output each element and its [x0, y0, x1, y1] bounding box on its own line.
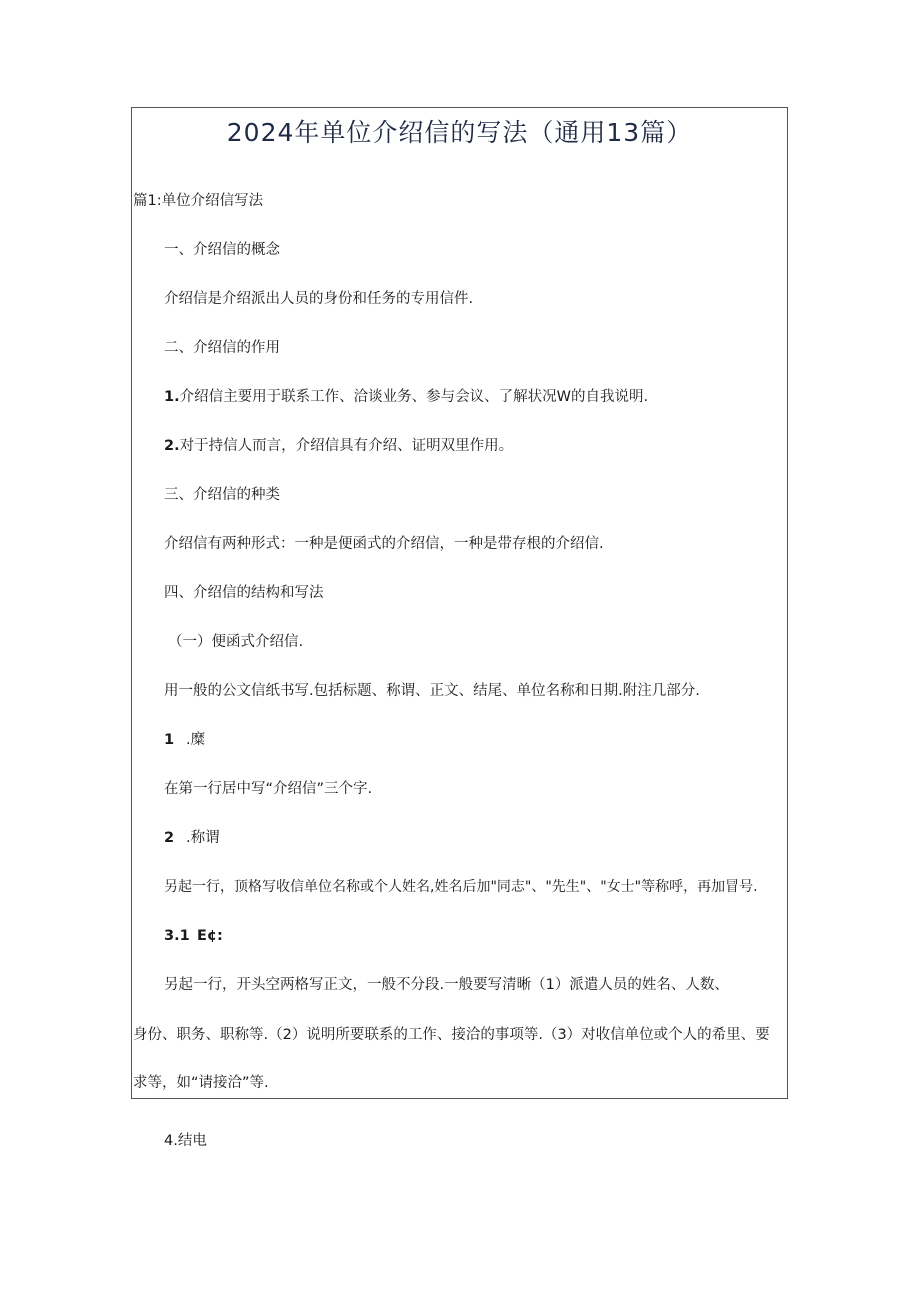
paragraph-body-line-3: 求等，如“请接洽”等. [133, 1075, 269, 1091]
heading-structure: 四、介绍信的结构和写法 [164, 585, 324, 601]
item-body [164, 926, 223, 946]
paragraph-types: 介绍信有两种形式：一种是便函式的介绍信，一种是带存根的介绍信. [164, 536, 604, 552]
list-text: 介绍信主要用于联系工作、洽谈业务、参与会议、了解状况W的自我说明. [179, 389, 649, 405]
list-number: 1. [164, 389, 180, 405]
paragraph-body-line-1: 另起一行，开头空两格写正文，一般不分段.一般要写清晰（1）派遣人员的姓名、人数、 [164, 977, 729, 993]
section-heading: 篇1:单位介绍信写法 [133, 193, 264, 209]
heading-types: 三、介绍信的种类 [164, 487, 280, 503]
item-salutation [164, 828, 220, 848]
list-text: E¢: [197, 928, 223, 944]
list-number: 1 [164, 732, 175, 748]
paragraph-memo-letter: 用一般的公文信纸书写.包括标题、称谓、正文、结尾、单位名称和日期.附注几部分. [164, 683, 700, 699]
paragraph-concept: 介绍信是介绍派出人员的身份和任务的专用信件. [164, 291, 474, 307]
heading-concept: 一、介绍信的概念 [164, 242, 280, 258]
list-text: 对于持信人而言，介绍信具有介绍、证明双里作用。 [179, 438, 514, 454]
list-number: 3.1 [164, 928, 190, 944]
list-number: 2 [164, 830, 175, 846]
item-title [164, 730, 205, 750]
list-number: 2. [164, 438, 180, 454]
paragraph-body-line-2: 身份、职务、职称等.（2）说明所要联系的工作、接洽的事项等.（3）对收信单位或个人的希里、要 [133, 1027, 770, 1043]
paragraph-function-2 [164, 436, 513, 456]
subheading-memo-letter: （一）便函式介绍信. [168, 634, 304, 650]
heading-function: 二、介绍信的作用 [164, 340, 280, 356]
document-title: 2024年单位介绍信的写法（通用13篇） [226, 118, 693, 147]
list-text: .糜 [186, 732, 206, 748]
paragraph-function-1 [164, 387, 648, 407]
item-closing: 4.结电 [164, 1133, 207, 1149]
list-text: .称谓 [186, 830, 220, 846]
paragraph-title-rule: 在第一行居中写“介绍信”三个字. [164, 781, 373, 797]
paragraph-salutation-rule: 另起一行，顶格写收信单位名称或个人姓名,姓名后加"同志"、"先生"、"女士"等称呼，再加冒号. [164, 879, 758, 895]
